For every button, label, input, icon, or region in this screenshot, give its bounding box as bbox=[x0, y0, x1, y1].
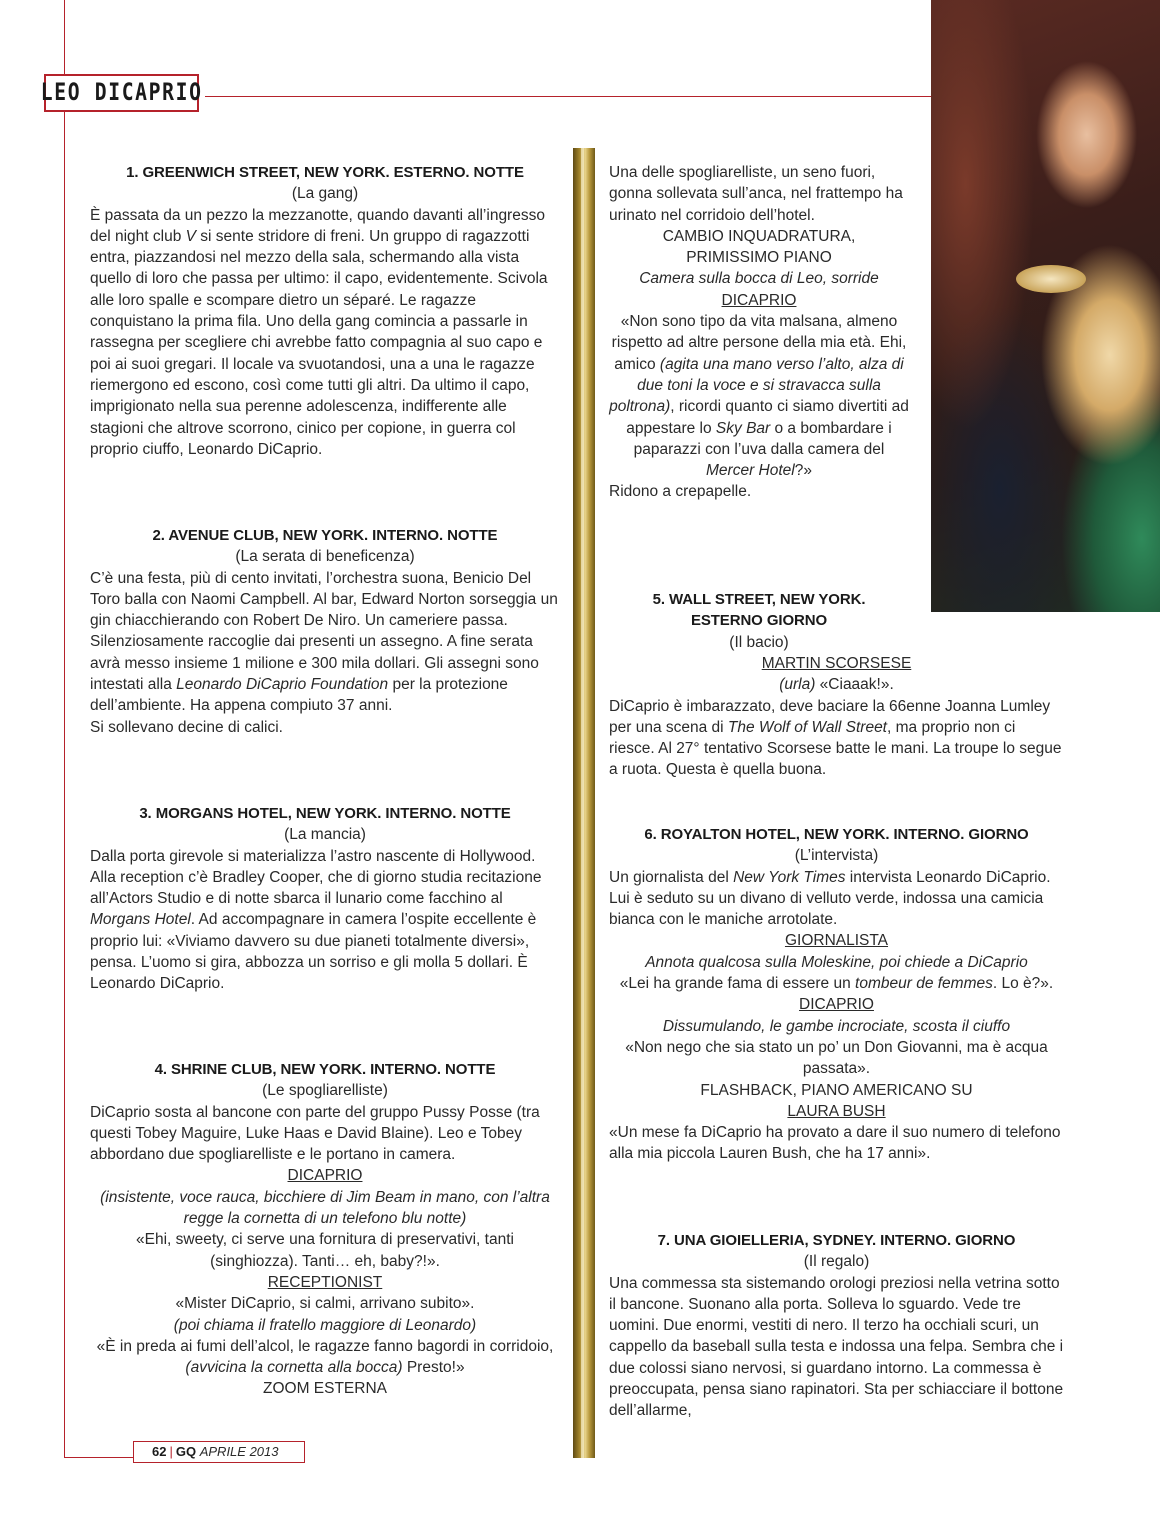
stage-direction: (insistente, voce rauca, bicchiere di Jim Beam in mano, con l’altra regge la cornetta di un telefono blu notte) bbox=[100, 1188, 550, 1228]
scene-5-body bbox=[609, 653, 1064, 781]
scene-body: Una delle spogliarelliste, un seno fuori, gonna sollevata sull’anca, nel frattempo ha urinato nel corridoio dell’hotel. bbox=[609, 164, 903, 224]
scene-3 bbox=[90, 803, 560, 995]
stage-direction: Camera sulla bocca di Leo, sorride bbox=[639, 270, 879, 288]
section-header bbox=[40, 74, 203, 112]
scene-heading: 5. WALL STREET, NEW YORK. bbox=[652, 591, 866, 608]
scene-5 bbox=[609, 589, 909, 653]
footer-separator: | bbox=[169, 1444, 173, 1459]
scene-4-continued bbox=[609, 162, 909, 503]
scene-body: Dalla porta girevole si materializza l’astro nascente di Hollywood. Alla reception c’è Bradley Cooper, che di giorno studia recitazione all’Actors Studio e di notte sbarca il lunario come facchino al Morgans Hotel. Ad accompagnare in camera l’ospite eccellente è proprio lui: «Viviamo davvero su due pianeti totalmente diversi», pensa. L’uomo si gira, abbozza un sorriso e gli molla 5 dollari. È Leonardo DiCaprio. bbox=[90, 847, 542, 993]
scene-heading: 3. MORGANS HOTEL, NEW YORK. INTERNO. NOTTE bbox=[139, 805, 511, 822]
page-footer bbox=[133, 1441, 305, 1463]
red-vertical-rule bbox=[64, 0, 65, 1458]
dialogue: «Non sono tipo da vita malsana, almeno rispetto ad altre persone della mia età. Ehi, amico (agita una mano verso l’alto, alza di due toni la voce e si stravacca sulla poltrona), ricordi quanto ci siamo divertiti ad appestare lo Sky Bar o a bombardare i paparazzi con l’uva dalla camera del Mercer Hotel?» bbox=[609, 313, 909, 480]
character-name: DICAPRIO bbox=[287, 1167, 363, 1185]
scene-heading: 4. SHRINE CLUB, NEW YORK. INTERNO. NOTTE bbox=[154, 1061, 496, 1078]
scene-heading: 1. GREENWICH STREET, NEW YORK. ESTERNO. NOTTE bbox=[126, 164, 524, 181]
scene-1 bbox=[90, 162, 560, 460]
dialogue: «Mister DiCaprio, si calmi, arrivano subito». bbox=[175, 1295, 475, 1313]
magazine-name: GQ bbox=[175, 1444, 197, 1459]
red-header-rule bbox=[205, 96, 931, 97]
scene-body-end: Si sollevano decine di calici. bbox=[90, 718, 283, 736]
scene-subtitle: (La serata di beneficenza) bbox=[235, 548, 415, 566]
character-name: DICAPRIO bbox=[799, 996, 874, 1014]
scene-heading: 7. UNA GIOIELLERIA, SYDNEY. INTERNO. GIORNO bbox=[657, 1232, 1016, 1249]
scene-heading: 6. ROYALTON HOTEL, NEW YORK. INTERNO. GIORNO bbox=[644, 826, 1029, 843]
camera-cue: PRIMISSIMO PIANO bbox=[686, 249, 832, 267]
scene-subtitle: (Le spogliarelliste) bbox=[262, 1082, 388, 1100]
stage-direction: Annota qualcosa sulla Moleskine, poi chiede a DiCaprio bbox=[645, 953, 1028, 971]
character-name: RECEPTIONIST bbox=[267, 1273, 383, 1291]
scene-body: DiCaprio è imbarazzato, deve baciare la 66enne Joanna Lumley per una scena di The Wolf of Wall Street, ma proprio non ci riesce. Al 27° tentativo Scorsese batte le mani. La troupe lo segue a ruota. Questa è quella buona. bbox=[609, 697, 1062, 779]
scene-subtitle: (La gang) bbox=[291, 185, 359, 203]
camera-cue: CAMBIO INQUADRATURA, bbox=[662, 227, 856, 245]
gold-column-divider bbox=[573, 148, 595, 1458]
photo-film-still bbox=[931, 0, 1160, 612]
section-title: LEO DICAPRIO bbox=[40, 78, 203, 107]
camera-cue: ZOOM ESTERNA bbox=[262, 1380, 387, 1398]
scene-body: Un giornalista del New York Times intervista Leonardo DiCaprio. Lui è seduto su un divano di velluto verde, indossa una camicia bianca con le maniche arrotolate. bbox=[609, 868, 1051, 929]
scene-body: «Un mese fa DiCaprio ha provato a dare il suo numero di telefono alla mia piccola Lauren Bush, che ha 17 anni». bbox=[609, 1124, 1061, 1163]
scene-body: Una commessa sta sistemando orologi preziosi nella vetrina sotto il bancone. Suonano alla porta. Solleva lo sguardo. Vede tre uomini. Due enormi, vestiti di nero. Il terzo ha occhiali scuri, un cappello da baseball sulla testa e indossa una felpa. Sembra che i due colossi siano nervosi, si guardano intorno. La commessa è preoccupata, pensa siano rapinatori. Sta per schiacciare il bottone dell’allarme, bbox=[609, 1274, 1064, 1420]
scene-6 bbox=[609, 824, 1064, 1165]
character-name: GIORNALISTA bbox=[784, 932, 889, 950]
character-name: MARTIN SCORSESE bbox=[761, 655, 912, 672]
scene-subtitle: (Il bacio) bbox=[729, 633, 789, 651]
stage-direction: Dissumulando, le gambe incrociate, scosta il ciuffo bbox=[662, 1017, 1011, 1035]
page-number: 62 bbox=[152, 1444, 167, 1459]
dialogue: «È in preda ai fumi dell’alcol, le ragazze fanno bagordi in corridoio, (avvicina la cornetta alla bocca) Presto!» bbox=[96, 1337, 554, 1377]
character-name: DICAPRIO bbox=[721, 291, 797, 309]
stage-direction: (poi chiama il fratello maggiore di Leonardo) bbox=[173, 1316, 477, 1334]
issue-date: APRILE 2013 bbox=[199, 1444, 279, 1459]
dialogue: (urla) «Ciaaak!». bbox=[779, 676, 894, 694]
scene-subtitle: (L’intervista) bbox=[794, 847, 879, 865]
red-footer-rule bbox=[64, 1457, 134, 1458]
scene-body-end: Ridono a crepapelle. bbox=[609, 483, 752, 501]
scene-heading: 2. AVENUE CLUB, NEW YORK. INTERNO. NOTTE bbox=[152, 527, 498, 544]
character-name: LAURA BUSH bbox=[787, 1102, 886, 1120]
scene-2 bbox=[90, 525, 560, 738]
scene-body: È passata da un pezzo la mezzanotte, quando davanti all’ingresso del night club V si sente stridore di freni. Un gruppo di ragazzotti entra, piazzandosi nel mezzo della sala, schermando alla vista quello di loro che passa per ultimo: il capo, evidentemente. Scivola alle loro spalle e scompare dietro un séparé. Le ragazze conquistano la prima fila. Uno della gang comincia a passarle in rassegna per scegliere chi avrebbe fatto compagnia al suo capo e poi ai suoi gregari. Il locale va svuotandosi, una a una le ragazze riemergono ed escono, così come tutti gli altri. Da ultimo il capo, imprigionato nella sua perenne adolescenza, indifferente alle stagioni che altrove scorrono, cinico per copione, in guerra col proprio ciuffo, Leonardo DiCaprio. bbox=[90, 206, 548, 458]
scene-subtitle: (Il regalo) bbox=[803, 1253, 870, 1271]
camera-cue: FLASHBACK, PIANO AMERICANO SU bbox=[700, 1081, 973, 1099]
dialogue: «Ehi, sweety, ci serve una fornitura di preservativi, tanti (singhiozza). Tanti… eh, baby?!». bbox=[136, 1231, 514, 1270]
dialogue: «Lei ha grande fama di essere un tombeur de femmes. Lo è?». bbox=[619, 975, 1054, 993]
dialogue: «Non nego che sia stato un po’ un Don Giovanni, ma è acqua passata». bbox=[625, 1038, 1048, 1078]
scene-7 bbox=[609, 1230, 1064, 1422]
scene-subtitle: (La mancia) bbox=[284, 826, 366, 844]
scene-body: DiCaprio sosta al bancone con parte del gruppo Pussy Posse (tra questi Tobey Maguire, Luke Haas e David Blaine). Leo e Tobey abbordano due spogliarelliste e le portano in camera. bbox=[90, 1103, 540, 1164]
scene-4 bbox=[90, 1059, 560, 1400]
photo-headpiece bbox=[1016, 265, 1086, 293]
scene-heading: ESTERNO GIORNO bbox=[690, 612, 828, 630]
scene-body: C’è una festa, più di cento invitati, l’orchestra suona, Benicio Del Toro balla con Naomi Campbell. Al bar, Edward Norton sorseggia un gin chiacchierando con Robert De Niro. Un cameriere passa. Silenziosamente raccoglie dai presenti un assegno. A fine serata avrà messo insieme 1 milione e 300 mila dollari. Gli assegni sono intestati alla Leonardo DiCaprio Foundation per la protezione dell’ambiente. Ha appena compiuto 37 anni. bbox=[90, 569, 558, 715]
